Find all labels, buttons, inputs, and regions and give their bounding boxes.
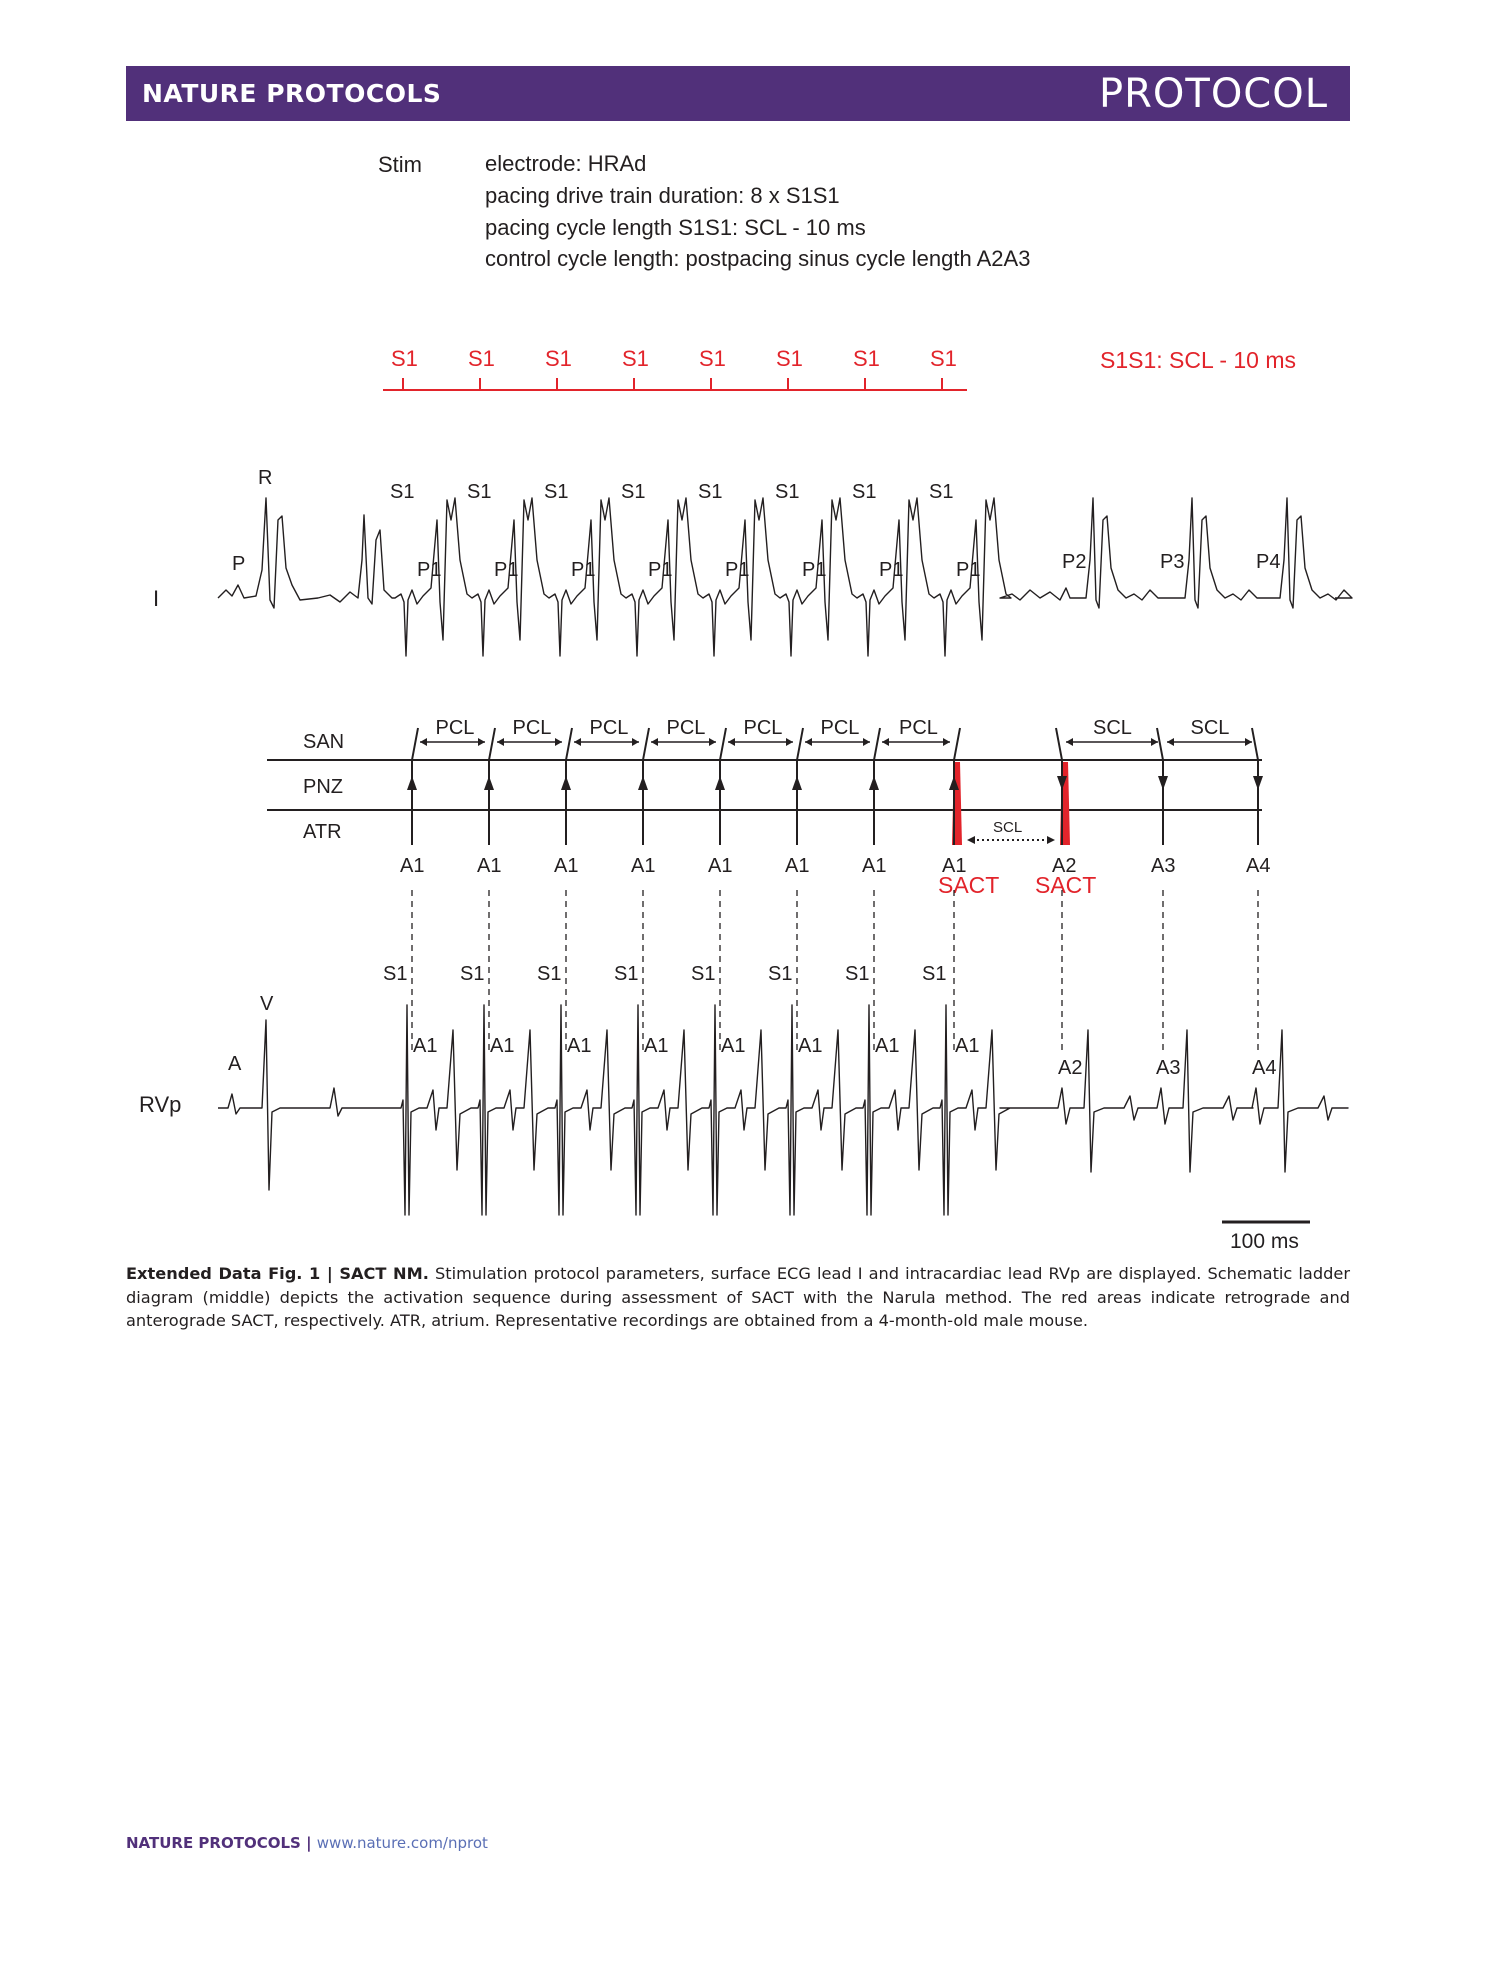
scl-arrowhead-left (1167, 738, 1174, 746)
rvp-s1-label: S1 (614, 963, 639, 985)
rvp-s1-label: S1 (768, 963, 793, 985)
stim-pulse-label: S1 (930, 346, 957, 371)
figure-caption (126, 1262, 1350, 1333)
ecg-trace (218, 498, 1352, 656)
pcl-arrowhead-right (555, 738, 562, 746)
rvp-lead (139, 963, 1348, 1215)
ecg-p1-label: P1 (648, 559, 673, 581)
rvp-post-a-label: A4 (1252, 1057, 1277, 1079)
rvp-s1-label: S1 (460, 963, 485, 985)
ecg-p1-label: P1 (725, 559, 750, 581)
ladder-activation-san (1252, 728, 1258, 760)
ladder-a-label: A1 (631, 855, 656, 877)
ladder-a-label: A4 (1246, 855, 1271, 877)
rvp-a1-label: A1 (875, 1035, 900, 1057)
ecg-s1-label: S1 (852, 481, 877, 503)
ladder-activation-san (1157, 728, 1163, 760)
scl-label: SCL (1093, 717, 1132, 739)
sact-label-anterograde: SACT (1035, 872, 1097, 898)
stim-params (485, 151, 1030, 271)
ladder-activation-san (643, 728, 649, 760)
journal-name: NATURE PROTOCOLS (142, 79, 442, 108)
pcl-arrowhead-left (882, 738, 889, 746)
ecg-s1-label: S1 (390, 481, 415, 503)
rvp-s1-label: S1 (691, 963, 716, 985)
ladder-arrowhead-down (1253, 776, 1263, 790)
caption-label: Extended Data Fig. 1 | SACT NM. (126, 1264, 429, 1283)
ladder-a-label: A1 (708, 855, 733, 877)
scl-arrowhead-right (1245, 738, 1252, 746)
caption-text: Stimulation protocol parameters, surface ECG lead I and intracardiac lead RVp are displayed. Schematic ladder diagram (middle) depicts the activation sequence during assessment of SACT with the Narula method. The red areas indicate retrograde and anterograde SACT, respectively. ATR, atrium. Representative recordings are obtained from a 4-month-old male mouse. (126, 1264, 1350, 1330)
scl-arrow-left (967, 836, 975, 844)
rvp-v-label: V (260, 993, 274, 1015)
ladder-row-label-pnz: PNZ (303, 776, 343, 798)
ladder-arrowhead-up (792, 776, 802, 790)
pcl-arrowhead-left (574, 738, 581, 746)
stim-param-line: control cycle length: postpacing sinus cycle length A2A3 (485, 246, 1031, 271)
scl-mid-label: SCL (993, 819, 1023, 836)
rvp-s1-label: S1 (845, 963, 870, 985)
rvp-a1-label: A1 (721, 1035, 746, 1057)
stim-param-line: pacing cycle length S1S1: SCL - 10 ms (485, 215, 866, 240)
ladder-a-label: A1 (862, 855, 887, 877)
ladder-a-label: A1 (400, 855, 425, 877)
footer-separator: | (300, 1834, 317, 1852)
pcl-label: PCL (589, 717, 629, 739)
footer-journal: NATURE PROTOCOLS (126, 1834, 301, 1852)
ecg-lead-i (153, 467, 1352, 656)
ecg-s1-label: S1 (775, 481, 800, 503)
pcl-arrowhead-right (863, 738, 870, 746)
ladder-activation-san (489, 728, 495, 760)
rvp-a1-label: A1 (644, 1035, 669, 1057)
rvp-post-a-label: A2 (1058, 1057, 1083, 1079)
ecg-s1-label: S1 (698, 481, 723, 503)
pcl-arrowhead-right (786, 738, 793, 746)
pcl-label: PCL (743, 717, 783, 739)
pcl-label: PCL (512, 717, 552, 739)
scale-bar-label: 100 ms (1230, 1230, 1299, 1250)
ecg-p1-label: P1 (571, 559, 596, 581)
ladder-activation-san (797, 728, 803, 760)
stim-param-line: electrode: HRAd (485, 151, 647, 176)
ladder-arrowhead-up (869, 776, 879, 790)
rvp-a1-label: A1 (490, 1035, 515, 1057)
rvp-trace (218, 1005, 1348, 1215)
stim-label: Stim (378, 152, 422, 177)
ladder-a-label: A1 (785, 855, 810, 877)
ecg-p1-label: P1 (879, 559, 904, 581)
ladder-activation-san (1056, 728, 1062, 760)
ecg-p1-label: P1 (494, 559, 519, 581)
ecg-r-label: R (258, 467, 273, 489)
pcl-label: PCL (666, 717, 706, 739)
pcl-arrowhead-right (943, 738, 950, 746)
stim-pulse-label: S1 (776, 346, 803, 371)
ladder-activation-san (720, 728, 726, 760)
ecg-p-label: P (232, 553, 246, 575)
ecg-lead-label: I (153, 586, 160, 611)
ladder-a-label: A1 (942, 855, 967, 877)
rvp-post-a-label: A3 (1156, 1057, 1181, 1079)
ecg-s1-label: S1 (929, 481, 954, 503)
stim-pulse-label: S1 (545, 346, 572, 371)
rvp-a1-label: A1 (798, 1035, 823, 1057)
ecg-s1-label: S1 (621, 481, 646, 503)
ladder-row-label-atr: ATR (303, 821, 342, 843)
rvp-a1-label: A1 (413, 1035, 438, 1057)
ecg-s1-label: S1 (544, 481, 569, 503)
stim-pulse-label: S1 (391, 346, 418, 371)
rvp-s1-label: S1 (922, 963, 947, 985)
pcl-arrowhead-left (420, 738, 427, 746)
article-type: PROTOCOL (1098, 71, 1328, 117)
ecg-post-p-label: P3 (1160, 551, 1185, 573)
scl-arrowhead-left (1066, 738, 1073, 746)
ecg-p1-label: P1 (417, 559, 442, 581)
stim-pulse-label: S1 (699, 346, 726, 371)
pcl-label: PCL (820, 717, 860, 739)
pcl-arrowhead-left (497, 738, 504, 746)
ecg-post-p-label: P2 (1062, 551, 1087, 573)
stim-param-line: pacing drive train duration: 8 x S1S1 (485, 183, 840, 208)
ladder-arrowhead-up (561, 776, 571, 790)
stim-pulse-label: S1 (468, 346, 495, 371)
ladder-arrowhead-down (1158, 776, 1168, 790)
rvp-a-label: A (228, 1053, 242, 1075)
stim-train (383, 346, 1296, 390)
pcl-arrowhead-left (805, 738, 812, 746)
ladder-a-label: A1 (554, 855, 579, 877)
ecg-s1-label: S1 (467, 481, 492, 503)
ecg-p1-label: P1 (802, 559, 827, 581)
ladder-arrowhead-up (638, 776, 648, 790)
pcl-arrowhead-right (478, 738, 485, 746)
pcl-label: PCL (435, 717, 475, 739)
stim-train-note: S1S1: SCL - 10 ms (1100, 347, 1297, 373)
footer (126, 1834, 488, 1852)
ladder-arrowhead-up (715, 776, 725, 790)
rvp-s1-label: S1 (383, 963, 408, 985)
footer-link[interactable]: www.nature.com/nprot (316, 1834, 488, 1852)
ecg-p1-label: P1 (956, 559, 981, 581)
ladder-activation-san (874, 728, 880, 760)
pcl-arrowhead-right (709, 738, 716, 746)
ladder-row-label-san: SAN (303, 731, 345, 753)
pcl-label: PCL (899, 717, 938, 739)
ladder-arrowhead-up (484, 776, 494, 790)
ladder-activation-san (954, 728, 960, 760)
ladder-a-label: A2 (1052, 855, 1077, 877)
ladder-diagram (267, 717, 1270, 1050)
ladder-activation-san (566, 728, 572, 760)
scl-arrow-right (1047, 836, 1055, 844)
stim-pulse-label: S1 (853, 346, 880, 371)
ecg-post-p-label: P4 (1256, 551, 1281, 573)
rvp-a1-label: A1 (567, 1035, 592, 1057)
sact-label-retrograde: SACT (938, 872, 1000, 898)
pcl-arrowhead-left (728, 738, 735, 746)
stim-pulse-label: S1 (622, 346, 649, 371)
ladder-arrowhead-up (407, 776, 417, 790)
scl-label: SCL (1190, 717, 1230, 739)
rvp-a1-label: A1 (955, 1035, 980, 1057)
rvp-s1-label: S1 (537, 963, 562, 985)
ladder-a-label: A1 (477, 855, 502, 877)
pcl-arrowhead-right (632, 738, 639, 746)
scl-arrowhead-right (1151, 738, 1158, 746)
ladder-a-label: A3 (1151, 855, 1176, 877)
rvp-lead-label: RVp (139, 1092, 182, 1117)
ladder-activation-san (412, 728, 418, 760)
pcl-arrowhead-left (651, 738, 658, 746)
